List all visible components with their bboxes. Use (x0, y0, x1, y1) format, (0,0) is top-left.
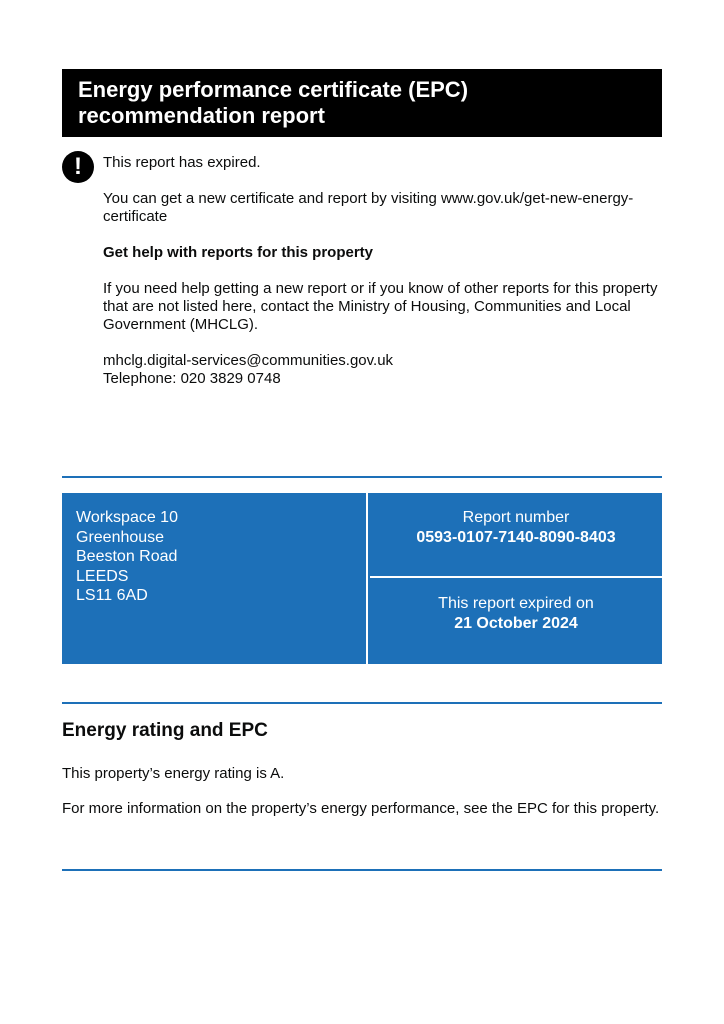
page-title (78, 77, 646, 129)
divider-bottom (62, 869, 662, 871)
energy-rating-body (62, 765, 662, 835)
contact-details (103, 352, 663, 388)
help-heading: Get help with reports for this property (103, 244, 374, 261)
address-line: LS11 6AD (76, 587, 148, 604)
address-line: Greenhouse (76, 528, 165, 546)
page-title-line-1: Energy performance certificate (EPC) (78, 77, 469, 102)
expired-warning (103, 154, 663, 388)
address-line: Beeston Road (76, 548, 178, 565)
report-summary-panel (62, 493, 662, 664)
property-address (62, 493, 368, 664)
expiry-label: This report expired on (438, 595, 594, 612)
contact-email: mhclg.digital-services@communities.gov.uk (103, 352, 394, 369)
new-certificate-notice: You can get a new certificate and report by visiting www.gov.uk/get-new-energy-certificate (103, 190, 634, 225)
divider-middle (62, 702, 662, 704)
divider-top (62, 476, 662, 478)
report-number-cell (370, 493, 662, 578)
address-line: LEEDS (76, 567, 129, 585)
exclamation-icon: ! (62, 151, 94, 183)
more-info-text: For more information on the property’s energy performance, see the EPC for this property. (62, 800, 660, 817)
page-title-banner (62, 69, 662, 137)
report-number: 0593-0107-7140-8090-8403 (416, 528, 616, 546)
address-line: Workspace 10 (76, 509, 178, 526)
expiry-cell (370, 578, 662, 664)
page-title-line-2: recommendation report (78, 103, 325, 128)
help-text: If you need help getting a new report or if you know of other reports for this property that are not listed here, contact the Ministry of Housing, Communities and Local Government (MHCLG). (103, 280, 658, 333)
contact-telephone: Telephone: 020 3829 0748 (103, 370, 281, 387)
energy-rating-text: This property’s energy rating is A. (62, 765, 285, 782)
energy-rating-heading: Energy rating and EPC (62, 720, 268, 741)
report-number-label: Report number (462, 509, 570, 526)
expired-notice: This report has expired. (103, 154, 261, 171)
expiry-date: 21 October 2024 (454, 614, 578, 632)
